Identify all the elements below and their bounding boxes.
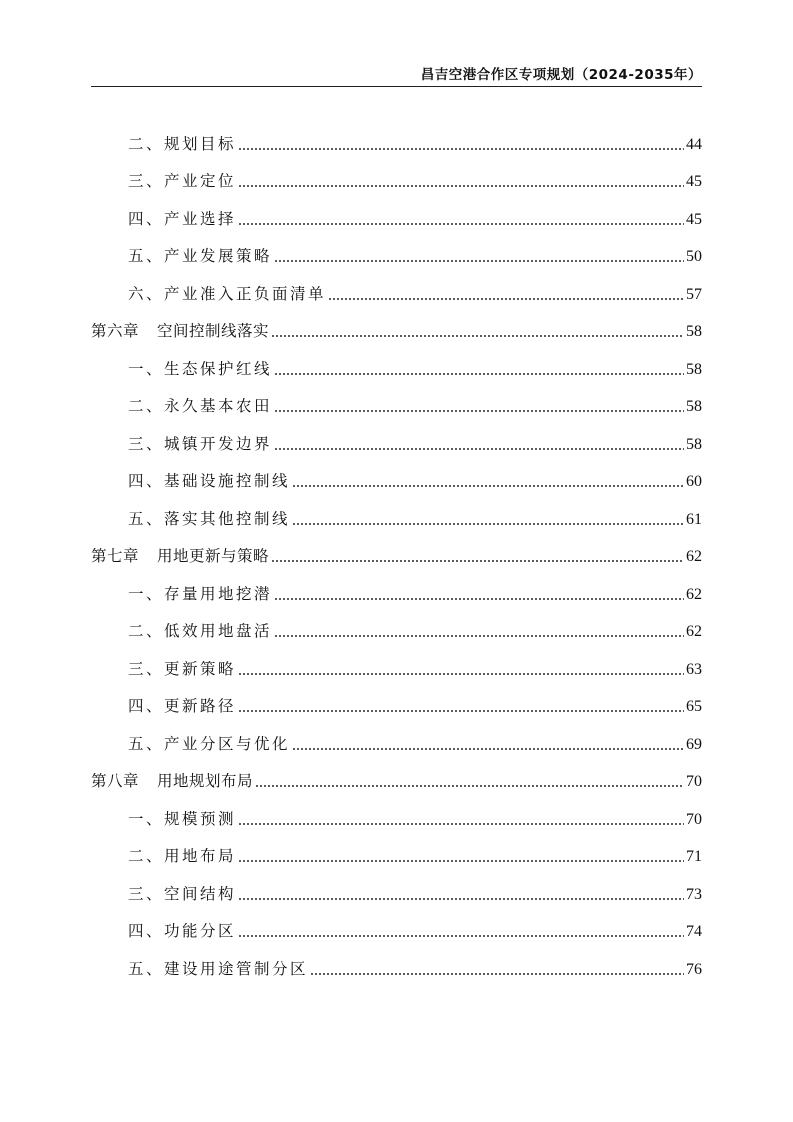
toc-entry-label: 四、产业选择 — [128, 209, 237, 228]
chapter-title: 空间控制线落实 — [157, 322, 270, 340]
toc-page-number: 69 — [686, 735, 702, 753]
chapter-title: 用地规划布局 — [157, 772, 254, 790]
toc-entry-label: 四、基础设施控制线 — [128, 472, 291, 490]
toc-entry-label: 二、用地布局 — [128, 847, 237, 865]
toc-section-entry[interactable] — [91, 944, 702, 982]
toc-page-number: 58 — [686, 360, 702, 378]
dot-leader — [310, 973, 684, 975]
dot-leader — [274, 260, 684, 262]
chapter-number: 第七章 — [91, 547, 140, 565]
toc-entry-label: 五、落实其他控制线 — [128, 509, 291, 528]
toc-entry-label: 五、产业发展策略 — [128, 247, 273, 265]
toc-chapter-entry[interactable] — [91, 307, 702, 345]
toc-page-number: 61 — [686, 510, 702, 528]
toc-section-entry[interactable] — [91, 269, 702, 307]
toc-page-number: 60 — [686, 473, 702, 490]
toc-entry-label: 二、永久基本农田 — [128, 397, 273, 415]
table-of-contents — [91, 119, 702, 982]
dot-leader — [238, 898, 684, 900]
dot-leader — [238, 935, 684, 937]
toc-page-number: 70 — [686, 773, 702, 790]
toc-section-entry[interactable] — [91, 119, 702, 157]
toc-page-number: 62 — [686, 585, 702, 603]
toc-section-entry[interactable] — [91, 569, 702, 607]
toc-section-entry[interactable] — [91, 794, 702, 832]
dot-leader — [238, 148, 684, 150]
toc-section-entry[interactable] — [91, 907, 702, 945]
toc-section-entry[interactable] — [91, 682, 702, 720]
toc-section-entry[interactable] — [91, 419, 702, 457]
dot-leader — [271, 335, 684, 337]
toc-page-number: 63 — [686, 660, 702, 678]
toc-section-entry[interactable] — [91, 157, 702, 195]
toc-page-number: 58 — [686, 435, 702, 453]
toc-section-entry[interactable] — [91, 194, 702, 232]
toc-page-number: 58 — [686, 398, 702, 415]
toc-entry-label: 六、产业准入正负面清单 — [128, 284, 327, 303]
toc-section-entry[interactable] — [91, 644, 702, 682]
dot-leader — [274, 598, 684, 600]
toc-chapter-entry[interactable] — [91, 757, 702, 795]
toc-page-number: 73 — [686, 885, 702, 903]
toc-entry-label: 三、更新策略 — [128, 659, 237, 678]
toc-entry-label: 一、规模预测 — [128, 809, 237, 828]
toc-section-entry[interactable] — [91, 382, 702, 420]
toc-entry-label: 五、建设用途管制分区 — [128, 959, 309, 978]
toc-section-entry[interactable] — [91, 832, 702, 870]
toc-entry-label: 一、存量用地挖潜 — [128, 584, 273, 603]
dot-leader — [238, 710, 684, 712]
toc-section-entry[interactable] — [91, 344, 702, 382]
chapter-number: 第六章 — [91, 322, 140, 340]
toc-page-number: 58 — [686, 323, 702, 340]
toc-section-entry[interactable] — [91, 607, 702, 645]
toc-page-number: 62 — [686, 548, 702, 565]
dot-leader — [274, 635, 684, 637]
dot-leader — [238, 185, 684, 187]
toc-entry-label: 四、功能分区 — [128, 922, 237, 940]
toc-page-number: 57 — [686, 285, 702, 303]
toc-section-entry[interactable] — [91, 719, 702, 757]
toc-page-number: 74 — [686, 923, 702, 940]
dot-leader — [274, 410, 684, 412]
toc-section-entry[interactable] — [91, 232, 702, 270]
page-header — [91, 64, 702, 87]
dot-leader — [255, 785, 684, 787]
toc-entry-label — [91, 544, 269, 566]
toc-page-number: 76 — [686, 960, 702, 978]
toc-entry-label: 五、产业分区与优化 — [128, 734, 291, 753]
toc-chapter-entry[interactable] — [91, 532, 702, 570]
toc-entry-label: 二、低效用地盘活 — [128, 622, 273, 640]
toc-entry-label: 三、空间结构 — [128, 884, 237, 903]
chapter-number: 第八章 — [91, 772, 140, 790]
dot-leader — [274, 448, 684, 450]
toc-page-number: 44 — [686, 135, 702, 153]
dot-leader — [238, 860, 684, 862]
dot-leader — [238, 223, 684, 225]
dot-leader — [274, 373, 684, 375]
dot-leader — [292, 485, 684, 487]
toc-page-number: 62 — [686, 623, 702, 640]
toc-page-number: 65 — [686, 698, 702, 715]
dot-leader — [292, 523, 684, 525]
dot-leader — [292, 748, 684, 750]
dot-leader — [271, 560, 684, 562]
dot-leader — [328, 298, 684, 300]
toc-section-entry[interactable] — [91, 494, 702, 532]
toc-page-number: 70 — [686, 810, 702, 828]
chapter-title: 用地更新与策略 — [157, 547, 270, 565]
toc-entry-label: 三、产业定位 — [128, 172, 237, 190]
toc-entry-label: 三、城镇开发边界 — [128, 434, 273, 453]
toc-section-entry[interactable] — [91, 869, 702, 907]
toc-page-number: 45 — [686, 173, 702, 190]
document-title: 昌吉空港合作区专项规划（2024-2035年） — [420, 67, 702, 83]
toc-entry-label — [91, 319, 269, 341]
toc-entry-label: 四、更新路径 — [128, 697, 237, 715]
toc-entry-label: 二、规划目标 — [128, 134, 237, 153]
toc-section-entry[interactable] — [91, 457, 702, 495]
toc-entry-label — [91, 769, 253, 791]
dot-leader — [238, 823, 684, 825]
toc-page-number: 45 — [686, 210, 702, 228]
toc-page-number: 50 — [686, 248, 702, 265]
dot-leader — [238, 673, 684, 675]
toc-page-number: 71 — [686, 848, 702, 865]
toc-entry-label: 一、生态保护红线 — [128, 359, 273, 378]
